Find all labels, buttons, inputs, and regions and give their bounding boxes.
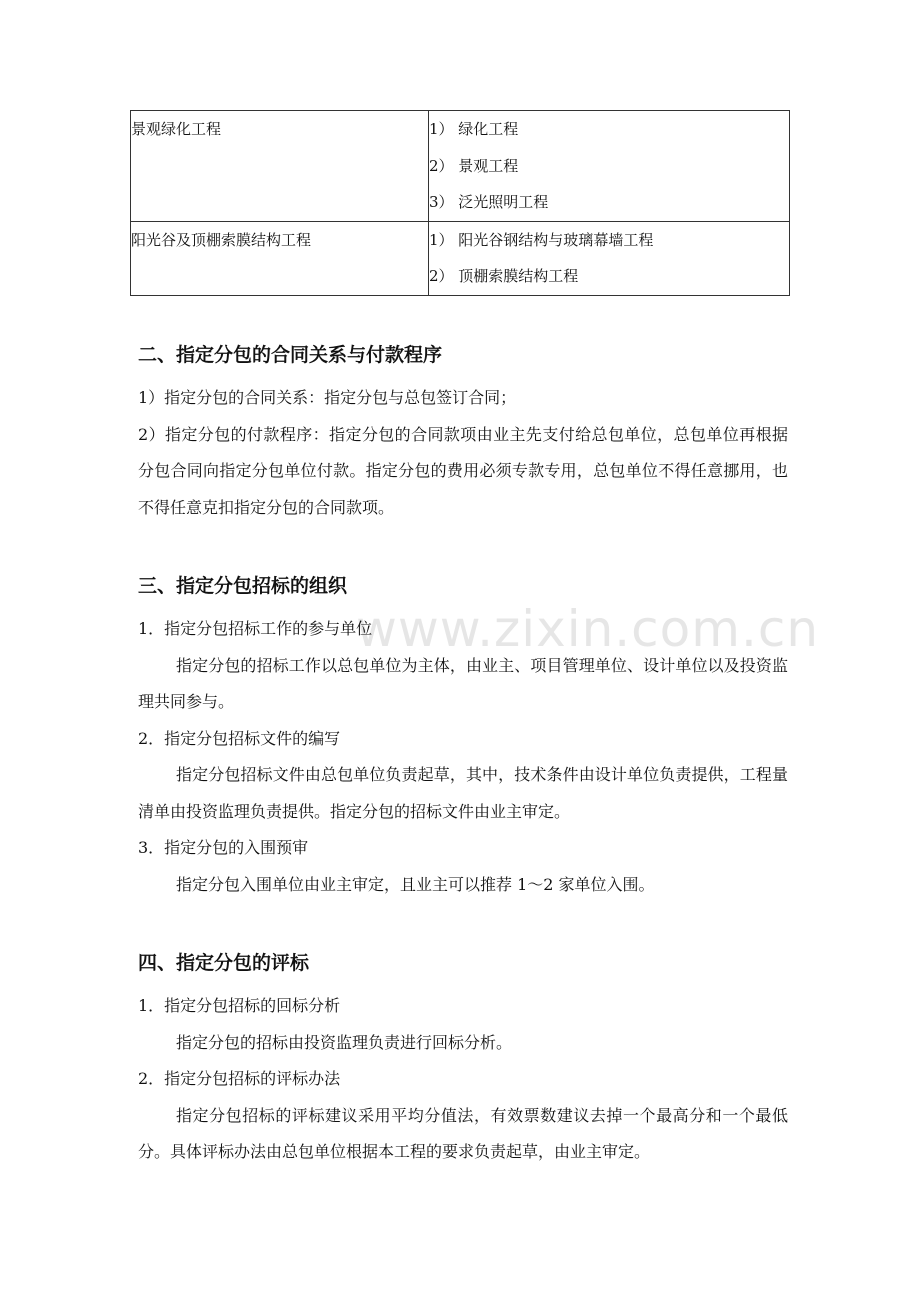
subheading: 3．指定分包的入围预审 [138, 838, 309, 857]
subheading: 1．指定分包招标的回标分析 [138, 996, 341, 1015]
scope-table [130, 110, 790, 296]
paragraph: 指定分包入围单位由业主审定，且业主可以推荐 1～2 家单位入围。 [176, 874, 655, 894]
paragraph: 指定分包招标文件由总包单位负责起草，其中，技术条件由设计单位负责提供，工程量清单由投资监理负责提供。指定分包的招标文件由业主审定。 [138, 765, 788, 821]
subheading: 2．指定分包招标的评标办法 [138, 1069, 341, 1088]
category-label: 阳光谷及顶棚索膜结构工程 [131, 230, 312, 249]
paragraph: 2）指定分包的付款程序：指定分包的合同款项由业主先支付给总包单位，总包单位再根据分包合同向指定分包单位付款。指定分包的费用必须专款专用，总包单位不得任意挪用，也不得任意克扣指定分包的合同款项。 [138, 424, 788, 517]
category-label: 景观绿化工程 [131, 120, 222, 138]
table-cell-category [131, 111, 429, 222]
paragraph: 指定分包招标的评标建议采用平均分值法，有效票数建议去掉一个最高分和一个最低分。具体评标办法由总包单位根据本工程的要求负责起草，由业主审定。 [138, 1105, 788, 1161]
table-row [131, 221, 790, 295]
list-item: 1） 阳光谷钢结构与玻璃幕墙工程 [429, 230, 654, 249]
table-row [131, 111, 790, 222]
subheading: 2．指定分包招标文件的编写 [138, 728, 341, 748]
list-item: 2） 景观工程 [429, 156, 519, 175]
paragraph: 指定分包的招标由投资监理负责进行回标分析。 [176, 1032, 513, 1052]
document-body [138, 330, 820, 1171]
table-cell-items [429, 111, 790, 222]
section-heading-3: 三、指定分包招标的组织 [138, 575, 348, 597]
watermark: www.zixin.com.cn [356, 600, 820, 658]
table-cell-category [131, 221, 429, 295]
section-heading-4: 四、指定分包的评标 [138, 952, 310, 974]
list-item: 3） 泛光照明工程 [429, 193, 549, 211]
paragraph: 1）指定分包的合同关系：指定分包与总包签订合同； [138, 388, 517, 407]
table-cell-items [429, 221, 790, 295]
paragraph: 指定分包的招标工作以总包单位为主体，由业主、项目管理单位、设计单位以及投资监理共同参与。 [138, 655, 788, 711]
list-item: 1） 绿化工程 [429, 120, 519, 138]
section-heading-2: 二、指定分包的合同关系与付款程序 [138, 344, 443, 366]
list-item: 2） 顶棚索膜结构工程 [429, 267, 579, 285]
subheading: 1．指定分包招标工作的参与单位 [138, 619, 373, 638]
